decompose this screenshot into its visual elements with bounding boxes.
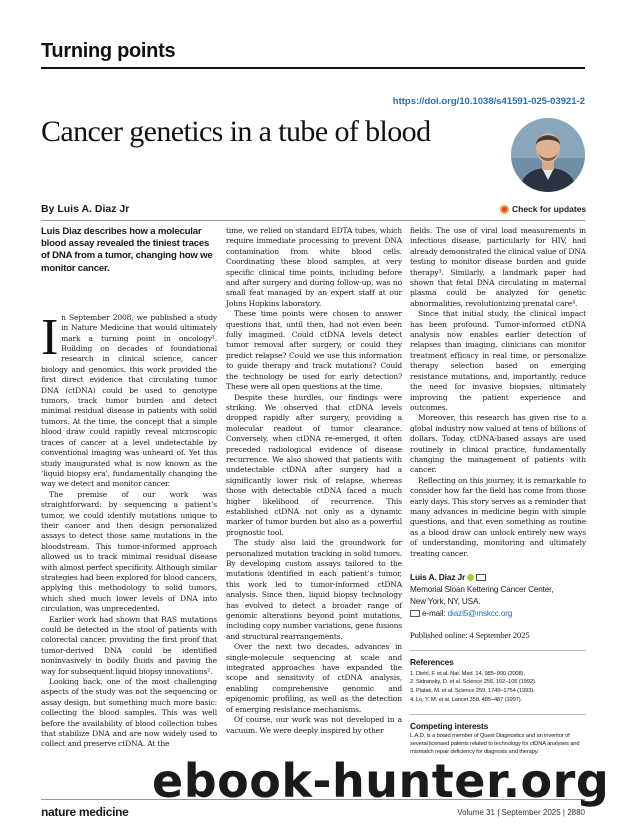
references-heading: References	[410, 650, 586, 667]
email-label: e-mail:	[422, 609, 446, 618]
check-updates-icon	[500, 205, 509, 214]
section-title: Turning points	[41, 40, 176, 62]
author-name: Luis A. Diaz Jr	[410, 572, 466, 582]
reference-item[interactable]: 3. Piatak, M. et al. Science 259, 1749–1754 (1993).	[410, 688, 535, 694]
published-date: Published online: 4 September 2025	[410, 630, 530, 640]
drop-cap: I	[41, 308, 59, 366]
first-paragraph	[41, 308, 217, 490]
check-updates-button[interactable]	[500, 204, 586, 214]
check-updates-label: Check for updates	[512, 204, 587, 214]
paragraph: The study also laid the groundwork for personalized mutation tracking in solid tumors. By developing custom assays tailored to the mutations identified in each patient’s tumor, this work led to tumor-informed ctDNA analysis. Since then, liquid biopsy technology has evolved to detect a broader range of genomic alterations beyond point mutations, including copy number variations, gene fusions and structural rearrangements.	[226, 538, 402, 641]
paragraph-text: n September 2008, we published a study in Nature Medicine that would ultimately mark a turning point in oncology¹. Building on decades of foundational research in clinical science, cancer biology and genomics, this work provided the first direct evidence that circulating tumor DNA (ctDNA) could be used to genotype tumors, track tumor burden and detect minimal residual disease in patients with solid tumors. At the time, the concept that a simple blood draw could rapidly reveal microscopic traces of cancer at a level undetectable by conventional imaging was unheard of. Yet this study inaugurated what is now known as the ‘liquid biopsy era’, fundamentally changing the way we detect and monitor cancer.	[41, 312, 217, 489]
paragraph: Earlier work had shown that RAS mutations could be detected in the stool of patients with colorectal cancer, providing the first proof that tumor-derived DNA could be identified noninvasively in bodily fluids and paving the way for subsequent liquid biopsy innovations².	[41, 614, 217, 676]
column-1	[41, 226, 217, 750]
reference-item[interactable]: 2. Sidransky, D. et al. Science 256, 102–105 (1992).	[410, 679, 537, 686]
city: New York, NY, USA.	[410, 597, 481, 606]
column-3	[410, 226, 586, 756]
paragraph: These time points were chosen to answer questions that, until then, had not even been fully imagined. Could ctDNA levels detect tumor removal after surgery, or could they predict relapse? Could we use this information to guide therapy and track mutations? Could the technology be used for early detection? These were all open questions at the time.	[226, 309, 402, 392]
affiliation: Memorial Sloan Kettering Cancer Center,	[410, 585, 554, 594]
author-photo	[511, 118, 585, 192]
header-rule	[41, 67, 585, 69]
paragraph: Over the next two decades, advances in single-molecule sequencing at scale and integrated approaches have expanded the scope and sensitivity of ctDNA analysis, enabling comprehensive genomic and epigenomic profiling, as well as the detection of emerging resistance mechanisms.	[226, 642, 402, 714]
email-link[interactable]: diazl5@mskcc.org	[447, 609, 513, 618]
article-headline: Cancer genetics in a tube of blood	[41, 115, 431, 148]
mail-icon	[476, 574, 486, 581]
mail-icon	[410, 610, 420, 617]
byline-rule	[41, 220, 585, 221]
competing-interests-text: L.A.D. is a board member of Quest Diagnostics and an inventor of several licensed patents related to technology for ctDNA analyses and mismatch repair deficiency for diagnosis and therapy.	[410, 732, 580, 755]
journal-name: nature medicine	[41, 805, 129, 819]
paragraph: Of course, our work was not developed in a vacuum. We were deeply inspired by other	[226, 715, 402, 735]
paragraph: Looking back, one of the most challenging aspects of the study was not the sequencing or assay design, but something much more basic: collecting the blood samples. This was well before the availability of blood collection tubes that stabilize DNA and are now widely used to collect and preserve ctDNA. At the	[41, 677, 217, 749]
reference-item[interactable]: 4. Lo, Y. M. et al. Lancet 350, 485–487 (1997).	[410, 696, 522, 703]
volume-info: Volume 31 | September 2025 | 2880	[457, 808, 585, 817]
paragraph: The premise of our work was straightforward: by sequencing a patient’s tumor, we could identify mutations unique to their cancer and then design personalized assays to detect those same mutations in the bloodstream. This tumor-informed approach allowed us to track minimal residual disease with almost perfect specificity. Although similar strategies had been explored for blood cancers, applying this methodology to solid tumors, which shed much lower levels of DNA into circulation, was unprecedented.	[41, 489, 217, 614]
paragraph: Reflecting on this journey, it is remarkable to consider how far the field has come from those early days. This story serves as a reminder that many advances in medicine begin with simple questions, and that even something as routine as a blood draw can unlock entirely new ways of understanding, monitoring and ultimately treating cancer.	[410, 475, 586, 558]
watermark: ebook-hunter.org	[152, 754, 610, 808]
reference-item[interactable]: 1. Diehl, F. et al. Nat. Med. 14, 985–990 (2008).	[410, 670, 525, 677]
standfirst: Luis Diaz describes how a molecular blood assay revealed the tiniest traces of DNA from a tumor, changing how we monitor cancer.	[41, 226, 213, 274]
author-info	[410, 571, 586, 620]
column-2	[226, 226, 402, 736]
orcid-icon[interactable]	[467, 574, 474, 581]
paragraph: Since that initial study, the clinical impact has been profound. Tumor-informed ctDNA analysis now enables earlier detection of relapses than imaging, clinicians can monitor treatment efficacy in real time, or personalize therapy selection based on emerging resistance mutations, and, importantly, reduce the need for invasive biopsies, ultimately improving the patient experience and outcomes.	[410, 309, 586, 412]
paragraph: time, we relied on standard EDTA tubes, which require immediate processing to prevent DNA contamination from white blood cells. Coordinating these blood samples, at very specific clinical time points, including before and after surgery and during follow-up, was no small feat managed by an expert staff at our Johns Hopkins laboratory.	[226, 226, 402, 308]
competing-interests-heading: Competing interests	[410, 714, 586, 731]
paragraph: fields. The use of viral load measurements in infectious disease, particularly for HIV, had already demonstrated the clinical value of DNA testing to monitor disease burden and guide therapy³. Similarly, a landmark paper had shown that fetal DNA circulating in maternal plasma could be analyzed for genetic abnormalities, revolutionizing prenatal care⁴.	[410, 226, 586, 308]
references-list	[410, 670, 586, 704]
doi-link[interactable]: https://doi.org/10.1038/s41591-025-03921-2	[392, 96, 585, 107]
byline: By Luis A. Diaz Jr	[41, 203, 130, 215]
paragraph: Moreover, this research has given rise to a global industry now valued at tens of billions of dollars. Today, ctDNA-based assays are used routinely in clinical practice, fundamentally changing the management of patients with cancer.	[410, 413, 586, 475]
paragraph: Despite these hurdles, our findings were striking. We observed that ctDNA levels dropped rapidly after surgery, providing a molecular readout of tumor clearance. Conversely, when ctDNA re-emerged, it often preceded radiological evidence of disease recurrence. We also showed that patients with undetectable ctDNA after surgery had a significantly lower risk of relapse, whereas those with detectable ctDNA faced a much higher likelihood of recurrence. This established ctDNA not only as a dynamic marker of tumor burden but also as a powerful prognostic tool.	[226, 392, 402, 537]
